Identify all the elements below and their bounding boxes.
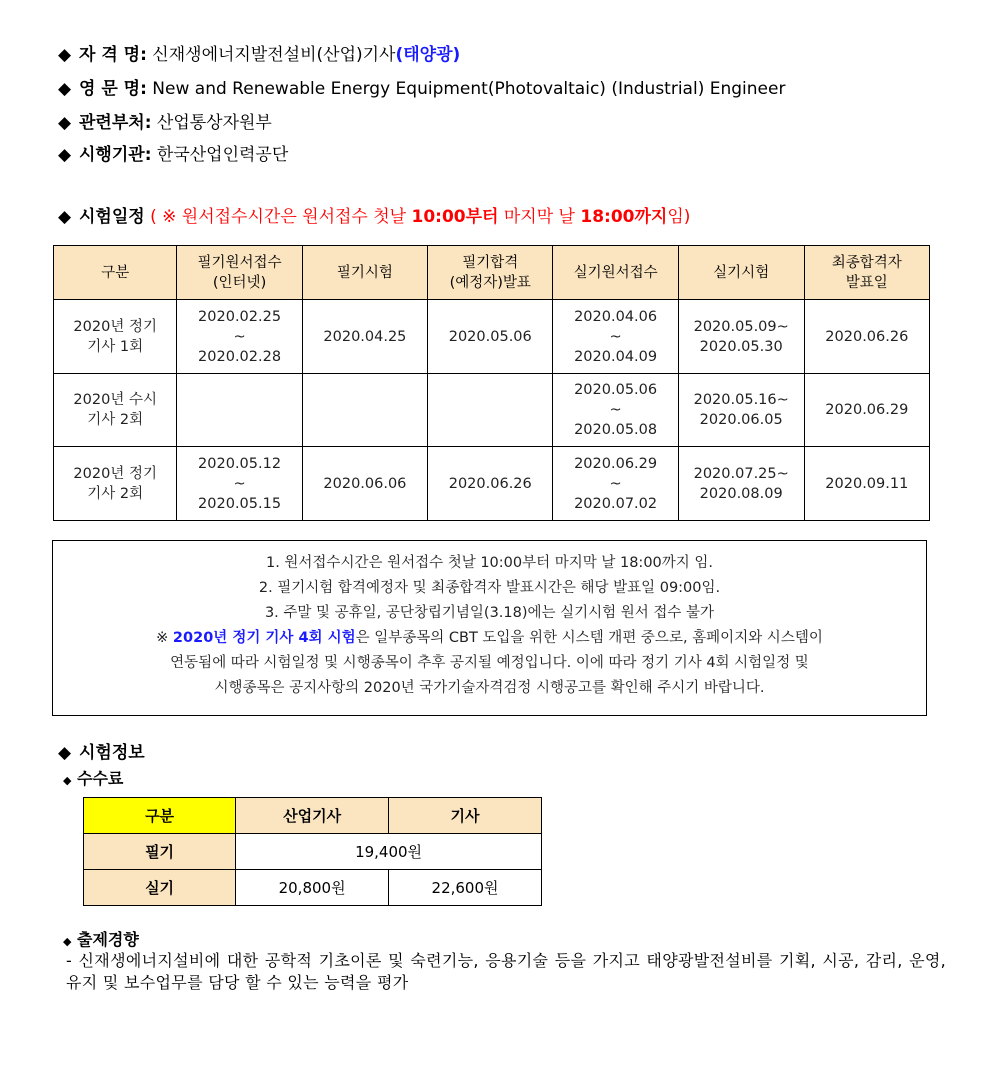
info-value: 신재생에너지발전설비(산업)기사 (146, 45, 396, 65)
fee-value: 22,600원 (389, 870, 542, 906)
note-line: 연동됨에 따라 시험일정 및 시행종목이 추후 공지될 예정입니다. 이에 따라 정기 기사 4회 시험일정 및 (170, 655, 809, 671)
table-row (84, 834, 542, 870)
fee-header-cell: 기사 (389, 798, 542, 834)
schedule-header-cell (678, 246, 804, 300)
table-cell: 2020.06.29 (804, 374, 929, 447)
fee-header-cell: 산업기사 (236, 798, 389, 834)
diamond-icon: ◆ (58, 743, 72, 763)
info-agency (58, 144, 288, 166)
info-english-name (58, 78, 785, 100)
notes-box (52, 540, 927, 716)
header-text: 필기원서접수 (인터넷) (197, 254, 282, 291)
schedule-header-cell (428, 246, 553, 300)
table-cell: 2020년 정기 기사 1회 (54, 300, 177, 374)
table-cell: 2020.06.26 (804, 300, 929, 374)
fee-header-row (84, 798, 542, 834)
info-label: 영 문 명: (79, 79, 147, 99)
trend-description: - 신재생에너지설비에 대한 공학적 기초이론 및 숙련기능, 응용기술 등을 가지고 태양광발전설비를 기획, 시공, 감리, 운영, 유지 및 보수업무를 담당 할 수 있는 능력을 평가 (66, 951, 946, 992)
info-label: 관련부처: (79, 113, 152, 133)
schedule-note: ( ※ 원서접수시간은 원서접수 첫날 (144, 207, 412, 227)
info-value: 한국산업인력공단 (151, 145, 289, 165)
info-qualification (58, 44, 460, 66)
header-text: 최종합격자 발표일 (831, 254, 902, 291)
fee-table (83, 797, 542, 906)
trend-heading (63, 927, 139, 950)
note-line: 시행종목은 공지사항의 2020년 국가기술자격검정 시행공고를 확인해 주시기 바랍니다. (214, 680, 765, 696)
note-line: 3. 주말 및 공휴일, 공단창립기념일(3.18)에는 실기시험 원서 접수 불가 (264, 605, 715, 621)
table-cell: 2020.05.06 ~ 2020.05.08 (553, 374, 678, 447)
table-cell: 2020년 수시 기사 2회 (54, 374, 177, 447)
fee-value: 20,800원 (236, 870, 389, 906)
schedule-note-time1: 10:00부터 (411, 207, 499, 227)
diamond-icon: ◆ (58, 45, 72, 65)
schedule-header-cell (302, 246, 427, 300)
table-cell: 2020.07.25~ 2020.08.09 (678, 447, 804, 521)
fee-heading (63, 766, 123, 789)
schedule-title: 시험일정 (79, 207, 145, 227)
note-line: 1. 원서접수시간은 원서접수 첫날 10:00부터 마지막 날 18:00까지 임. (265, 555, 714, 571)
schedule-header-cell (804, 246, 929, 300)
diamond-icon: ◆ (58, 207, 72, 227)
table-row (54, 447, 930, 521)
fee-header-cell: 구분 (84, 798, 236, 834)
table-cell: 2020.04.06 ~ 2020.04.09 (553, 300, 678, 374)
header-text: 필기합격 (예정자)발표 (449, 254, 531, 291)
table-cell (177, 374, 302, 447)
table-cell (428, 374, 553, 447)
table-cell: 2020.06.26 (428, 447, 553, 521)
table-row (54, 374, 930, 447)
table-cell: 2020.04.25 (302, 300, 427, 374)
schedule-heading (58, 206, 690, 228)
trend-title: 출제경향 (77, 930, 139, 949)
header-text: 실기원서접수 (573, 264, 658, 281)
fee-value: 19,400원 (236, 834, 542, 870)
fee-row-label: 필기 (84, 834, 236, 870)
table-cell: 2020.06.06 (302, 447, 427, 521)
schedule-note-close: 임) (667, 207, 691, 227)
info-value: 산업통상자원부 (151, 113, 272, 133)
table-cell: 2020년 정기 기사 2회 (54, 447, 177, 521)
schedule-note-mid: 마지막 날 (498, 207, 581, 227)
info-value: New and Renewable Energy Equipment(Photovaltaic) (Industrial) Engineer (146, 79, 786, 99)
diamond-icon: ◆ (58, 79, 72, 99)
note-highlight: 2020년 정기 기사 4회 시험 (172, 630, 356, 646)
note-line (53, 626, 926, 651)
table-row (84, 870, 542, 906)
table-cell: 2020.05.06 (428, 300, 553, 374)
note-rest: 은 일부종목의 CBT 도입을 위한 시스템 개편 중으로, 홈페이지와 시스템이 (355, 630, 823, 646)
schedule-header-cell (177, 246, 302, 300)
fee-row-label: 실기 (84, 870, 236, 906)
schedule-header-cell (54, 246, 177, 300)
schedule-note-time2: 18:00까지 (580, 207, 668, 227)
table-cell: 2020.09.11 (804, 447, 929, 521)
schedule-table (53, 245, 930, 521)
table-cell: 2020.06.29 ~ 2020.07.02 (553, 447, 678, 521)
exam-info-title: 시험정보 (79, 743, 145, 763)
table-row (54, 300, 930, 374)
header-text: 실기시험 (713, 264, 770, 281)
note-prefix: ※ (156, 630, 173, 646)
exam-info-heading (58, 742, 145, 764)
schedule-header-row (54, 246, 930, 300)
small-diamond-icon: ◆ (63, 935, 72, 948)
diamond-icon: ◆ (58, 113, 72, 133)
table-cell: 2020.05.16~ 2020.06.05 (678, 374, 804, 447)
table-cell: 2020.05.12 ~ 2020.05.15 (177, 447, 302, 521)
small-diamond-icon: ◆ (63, 774, 72, 787)
note-line: 2. 필기시험 합격예정자 및 최종합격자 발표시간은 해당 발표일 09:00임. (258, 580, 721, 596)
schedule-header-cell (553, 246, 678, 300)
header-text: 필기시험 (336, 264, 393, 281)
info-highlight: (태양광) (395, 45, 461, 65)
info-ministry (58, 112, 272, 134)
info-label: 시행기관: (79, 145, 152, 165)
table-cell: 2020.02.25 ~ 2020.02.28 (177, 300, 302, 374)
header-text: 구분 (101, 264, 130, 281)
diamond-icon: ◆ (58, 145, 72, 165)
fee-title: 수수료 (77, 769, 124, 788)
table-cell (302, 374, 427, 447)
table-cell: 2020.05.09~ 2020.05.30 (678, 300, 804, 374)
info-label: 자 격 명: (79, 45, 147, 65)
